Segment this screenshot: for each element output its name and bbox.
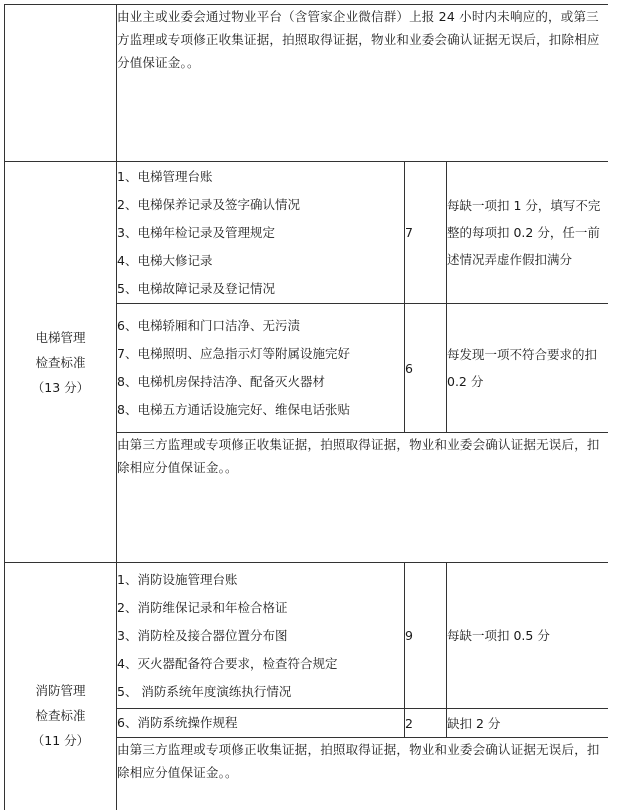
list-item: 6、消防系统操作规程 xyxy=(117,715,238,730)
document-page xyxy=(4,4,608,810)
score-cell: 2 xyxy=(405,709,447,738)
fire-items-group2 xyxy=(117,709,405,738)
category-fire: 消防管理 检查标准 （11 分） xyxy=(5,563,117,810)
deduction-rule: 每缺一项扣 1 分，填写不完整的每项扣 0.2 分，任一前述情况弄虚作假扣满分 xyxy=(447,162,609,304)
category-elevator: 电梯管理 检查标准 （13 分） xyxy=(5,162,117,563)
empty-category-cell xyxy=(5,5,117,162)
list-item: 4、灭火器配备符合要求，检查符合规定 xyxy=(117,655,338,671)
inspection-standards-table xyxy=(4,4,608,810)
elevator-items-group2 xyxy=(117,304,405,433)
deduction-rule: 缺扣 2 分 xyxy=(447,709,609,738)
evidence-note-top: 由业主或业委会通过物业平台（含管家企业微信群）上报 24 小时内未响应的，或第三方监理或专项修正收集证据，拍照取得证据，物业和业委会确认证据无误后，扣除相应分值保证金。。 xyxy=(117,5,609,162)
evidence-note-fire: 由第三方监理或专项修正收集证据，拍照取得证据，物业和业委会确认证据无误后，扣除相应分值保证金。。 xyxy=(117,738,609,810)
list-item: 3、电梯年检记录及管理规定 xyxy=(117,224,275,240)
list-item: 4、电梯大修记录 xyxy=(117,252,213,268)
list-item: 2、电梯保养记录及签字确认情况 xyxy=(117,196,300,212)
score-cell: 6 xyxy=(405,304,447,433)
deduction-rule: 每发现一项不符合要求的扣 0.2 分 xyxy=(447,304,609,433)
deduction-rule: 每缺一项扣 0.5 分 xyxy=(447,563,609,709)
list-item: 7、电梯照明、应急指示灯等附属设施完好 xyxy=(117,346,350,361)
evidence-note-elevator: 由第三方监理或专项修正收集证据，拍照取得证据，物业和业委会确认证据无误后，扣除相应分值保证金。。 xyxy=(117,433,609,563)
table-row xyxy=(5,162,609,304)
list-item: 8、电梯机房保持洁净、配备灭火器材 xyxy=(117,374,325,389)
table-row xyxy=(5,5,609,162)
fire-items-group1 xyxy=(117,563,405,709)
elevator-items-group1 xyxy=(117,162,405,304)
list-item: 1、电梯管理台账 xyxy=(117,168,213,184)
list-item: 5、电梯故障记录及登记情况 xyxy=(117,280,275,296)
list-item: 3、消防栓及接合器位置分布图 xyxy=(117,627,288,643)
table-row xyxy=(5,563,609,709)
score-cell: 7 xyxy=(405,162,447,304)
list-item: 8、电梯五方通话设施完好、维保电话张贴 xyxy=(117,402,350,417)
list-item: 5、 消防系统年度演练执行情况 xyxy=(117,683,292,699)
list-item: 1、消防设施管理台账 xyxy=(117,571,238,587)
list-item: 6、电梯轿厢和门口洁净、无污渍 xyxy=(117,318,300,333)
list-item: 2、消防维保记录和年检合格证 xyxy=(117,599,288,615)
score-cell: 9 xyxy=(405,563,447,709)
